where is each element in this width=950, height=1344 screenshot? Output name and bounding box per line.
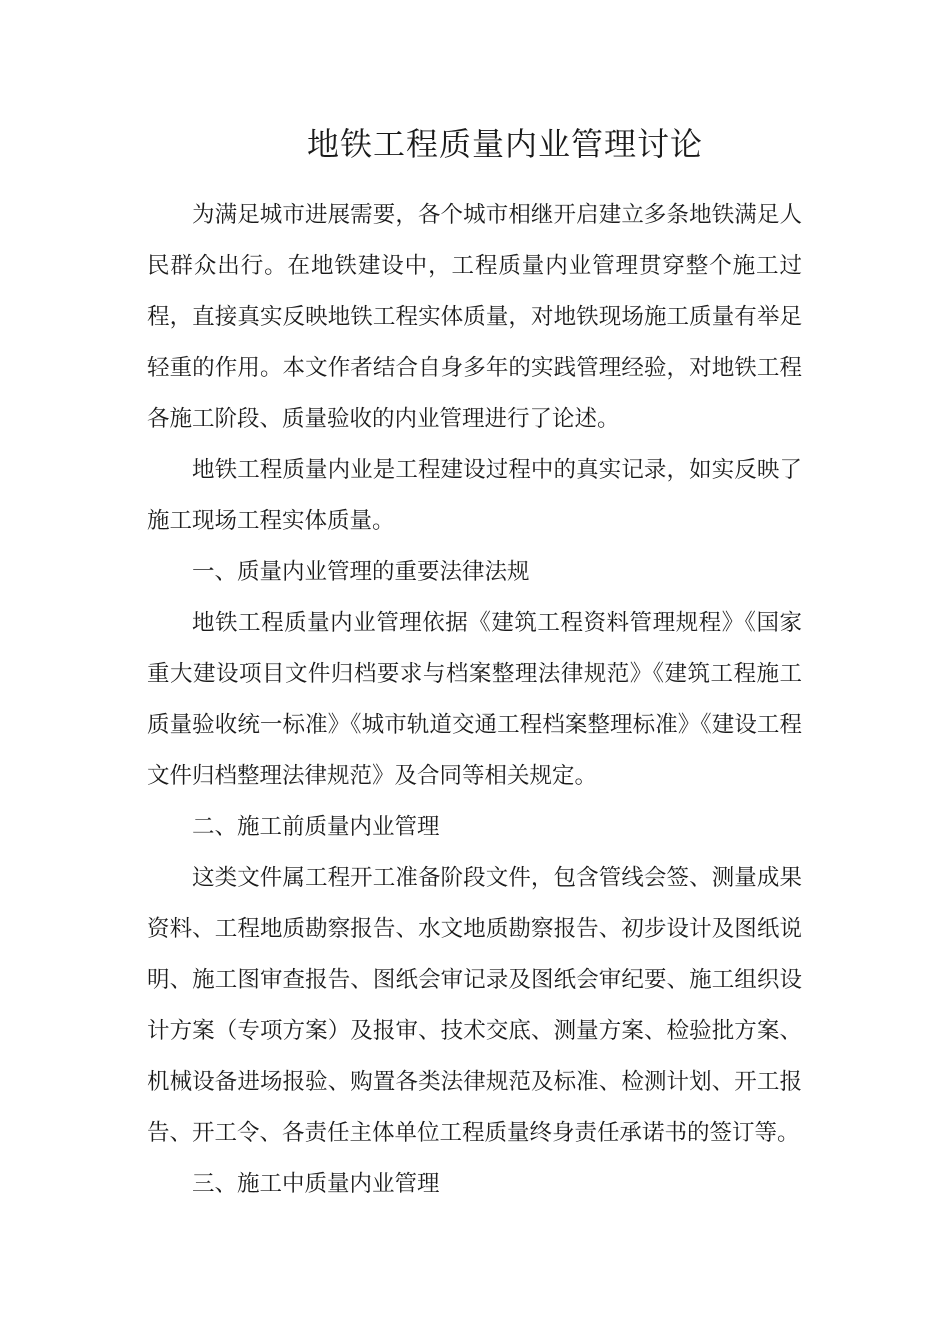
pre-construction-paragraph: 这类文件属工程开工准备阶段文件，包含管线会签、测量成果资料、工程地质勘察报告、水文地质勘察报告、初步设计及图纸说明、施工图审查报告、图纸会审记录及图纸会审纪要、施工组织设计方案（专项方案）及报审、技术交底、测量方案、检验批方案、机械设备进场报验、购置各类法律规范及标准、检测计划、开工报告、开工令、各责任主体单位工程质量终身责任承诺书的签订等。 bbox=[147, 865, 802, 1146]
intro-paragraph: 为满足城市进展需要，各个城市相继开启建立多条地铁满足人民群众出行。在地铁建设中，工程质量内业管理贯穿整个施工过程，直接真实反映地铁工程实体质量，对地铁现场施工质量有举足轻重的作用。本文作者结合自身多年的实践管理经验，对地铁工程各施工阶段、质量验收的内业管理进行了论述。 bbox=[147, 202, 802, 432]
section-heading-2: 二、施工前质量内业管理 bbox=[192, 814, 440, 840]
regulations-paragraph: 地铁工程质量内业管理依据《建筑工程资料管理规程》《国家重大建设项目文件归档要求与档案整理法律规范》《建筑工程施工质量验收统一标准》《城市轨道交通工程档案整理标准》《建设工程文件归档整理法律规范》及合同等相关规定。 bbox=[147, 610, 802, 789]
document-body bbox=[147, 190, 802, 1210]
definition-paragraph: 地铁工程质量内业是工程建设过程中的真实记录，如实反映了施工现场工程实体质量。 bbox=[147, 457, 802, 534]
section-heading-1: 一、质量内业管理的重要法律法规 bbox=[192, 559, 530, 585]
section-heading-3: 三、施工中质量内业管理 bbox=[192, 1171, 440, 1197]
document-title: 地铁工程质量内业管理讨论 bbox=[306, 125, 703, 163]
